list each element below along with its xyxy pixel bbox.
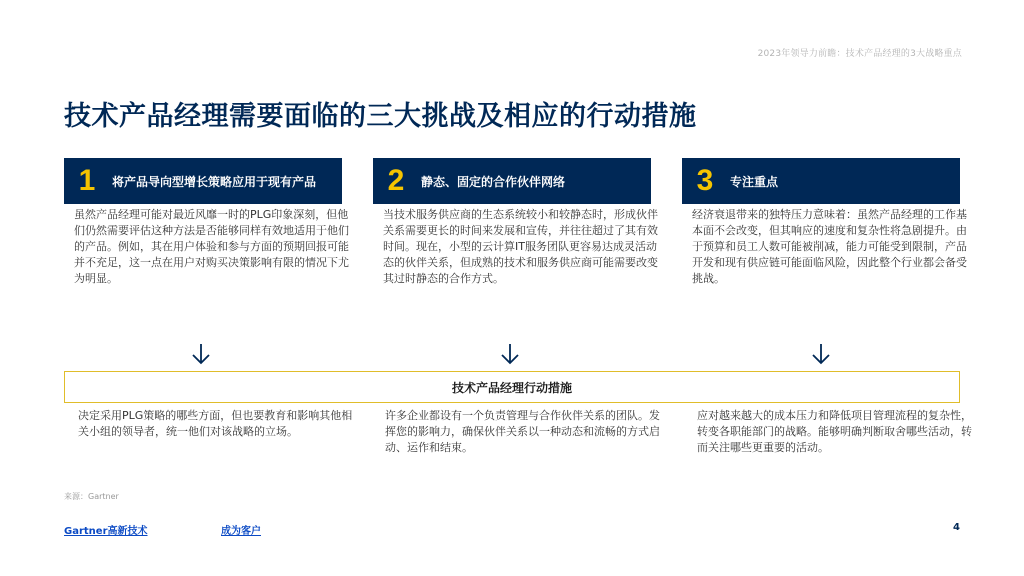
challenge-header-2 bbox=[373, 158, 651, 204]
challenge-title: 将产品导向型增长策略应用于现有产品 bbox=[112, 174, 317, 189]
page-number: 4 bbox=[953, 522, 960, 533]
challenge-description-3: 经济衰退带来的独特压力意味着：虽然产品经理的工作基本面不会改变，但其响应的速度和复杂性将急剧提升。由于预算和员工人数可能被削减，能力可能受到限制，产品开发和现有供应链可能面临风险，因此整个行业都会备受挑战。 bbox=[692, 208, 967, 285]
down-arrow-icon bbox=[190, 342, 212, 366]
challenge-number: 3 bbox=[696, 164, 714, 197]
action-item-1: 决定采用PLG策略的哪些方面，但也要教育和影响其他相关小组的领导者，统一他们对该战略的立场。 bbox=[78, 409, 353, 438]
challenge-number: 1 bbox=[78, 164, 96, 197]
down-arrow-icon bbox=[499, 342, 521, 366]
source-note: 来源：Gartner bbox=[64, 492, 119, 501]
down-arrow-icon bbox=[810, 342, 832, 366]
challenge-description-1: 虽然产品经理可能对最近风靡一时的PLG印象深刻，但他们仍然需要评估这种方法是否能够同样有效地适用于他们的产品。例如，其在用户体验和参与方面的预期回报可能并不充足，这一点在用户对购买决策影响有限的情况下尤为明显。 bbox=[74, 208, 349, 285]
page-title: 技术产品经理需要面临的三大挑战及相应的行动措施 bbox=[64, 101, 697, 132]
action-item-2: 许多企业都设有一个负责管理与合作伙伴关系的团队。发挥您的影响力，确保伙伴关系以一种动态和流畅的方式启动、运作和结束。 bbox=[385, 409, 660, 454]
challenge-title: 静态、固定的合作伙伴网络 bbox=[421, 174, 566, 189]
action-section-title: 技术产品经理行动措施 bbox=[64, 371, 960, 403]
challenge-header-3 bbox=[682, 158, 960, 204]
challenge-title: 专注重点 bbox=[730, 174, 779, 189]
challenge-description-2: 当技术服务供应商的生态系统较小和较静态时，形成伙伴关系需要更长的时间来发展和宣传，并往往超过了其有效时间。现在，小型的云计算IT服务团队更容易达成灵活动态的伙伴关系，但成熟的技术和服务供应商可能需要改变其过时静态的合作方式。 bbox=[383, 208, 658, 285]
challenge-number: 2 bbox=[387, 164, 405, 197]
gartner-tech-link[interactable]: Gartner高新技术 bbox=[64, 526, 148, 537]
action-item-3: 应对越来越大的成本压力和降低项目管理流程的复杂性，转变各职能部门的战略。能够明确判断取舍哪些活动，转而关注哪些更重要的活动。 bbox=[697, 409, 972, 454]
become-client-link[interactable]: 成为客户 bbox=[221, 526, 261, 537]
report-note: 2023年领导力前瞻：技术产品经理的3大战略重点 bbox=[757, 49, 962, 59]
challenge-header-1 bbox=[64, 158, 342, 204]
